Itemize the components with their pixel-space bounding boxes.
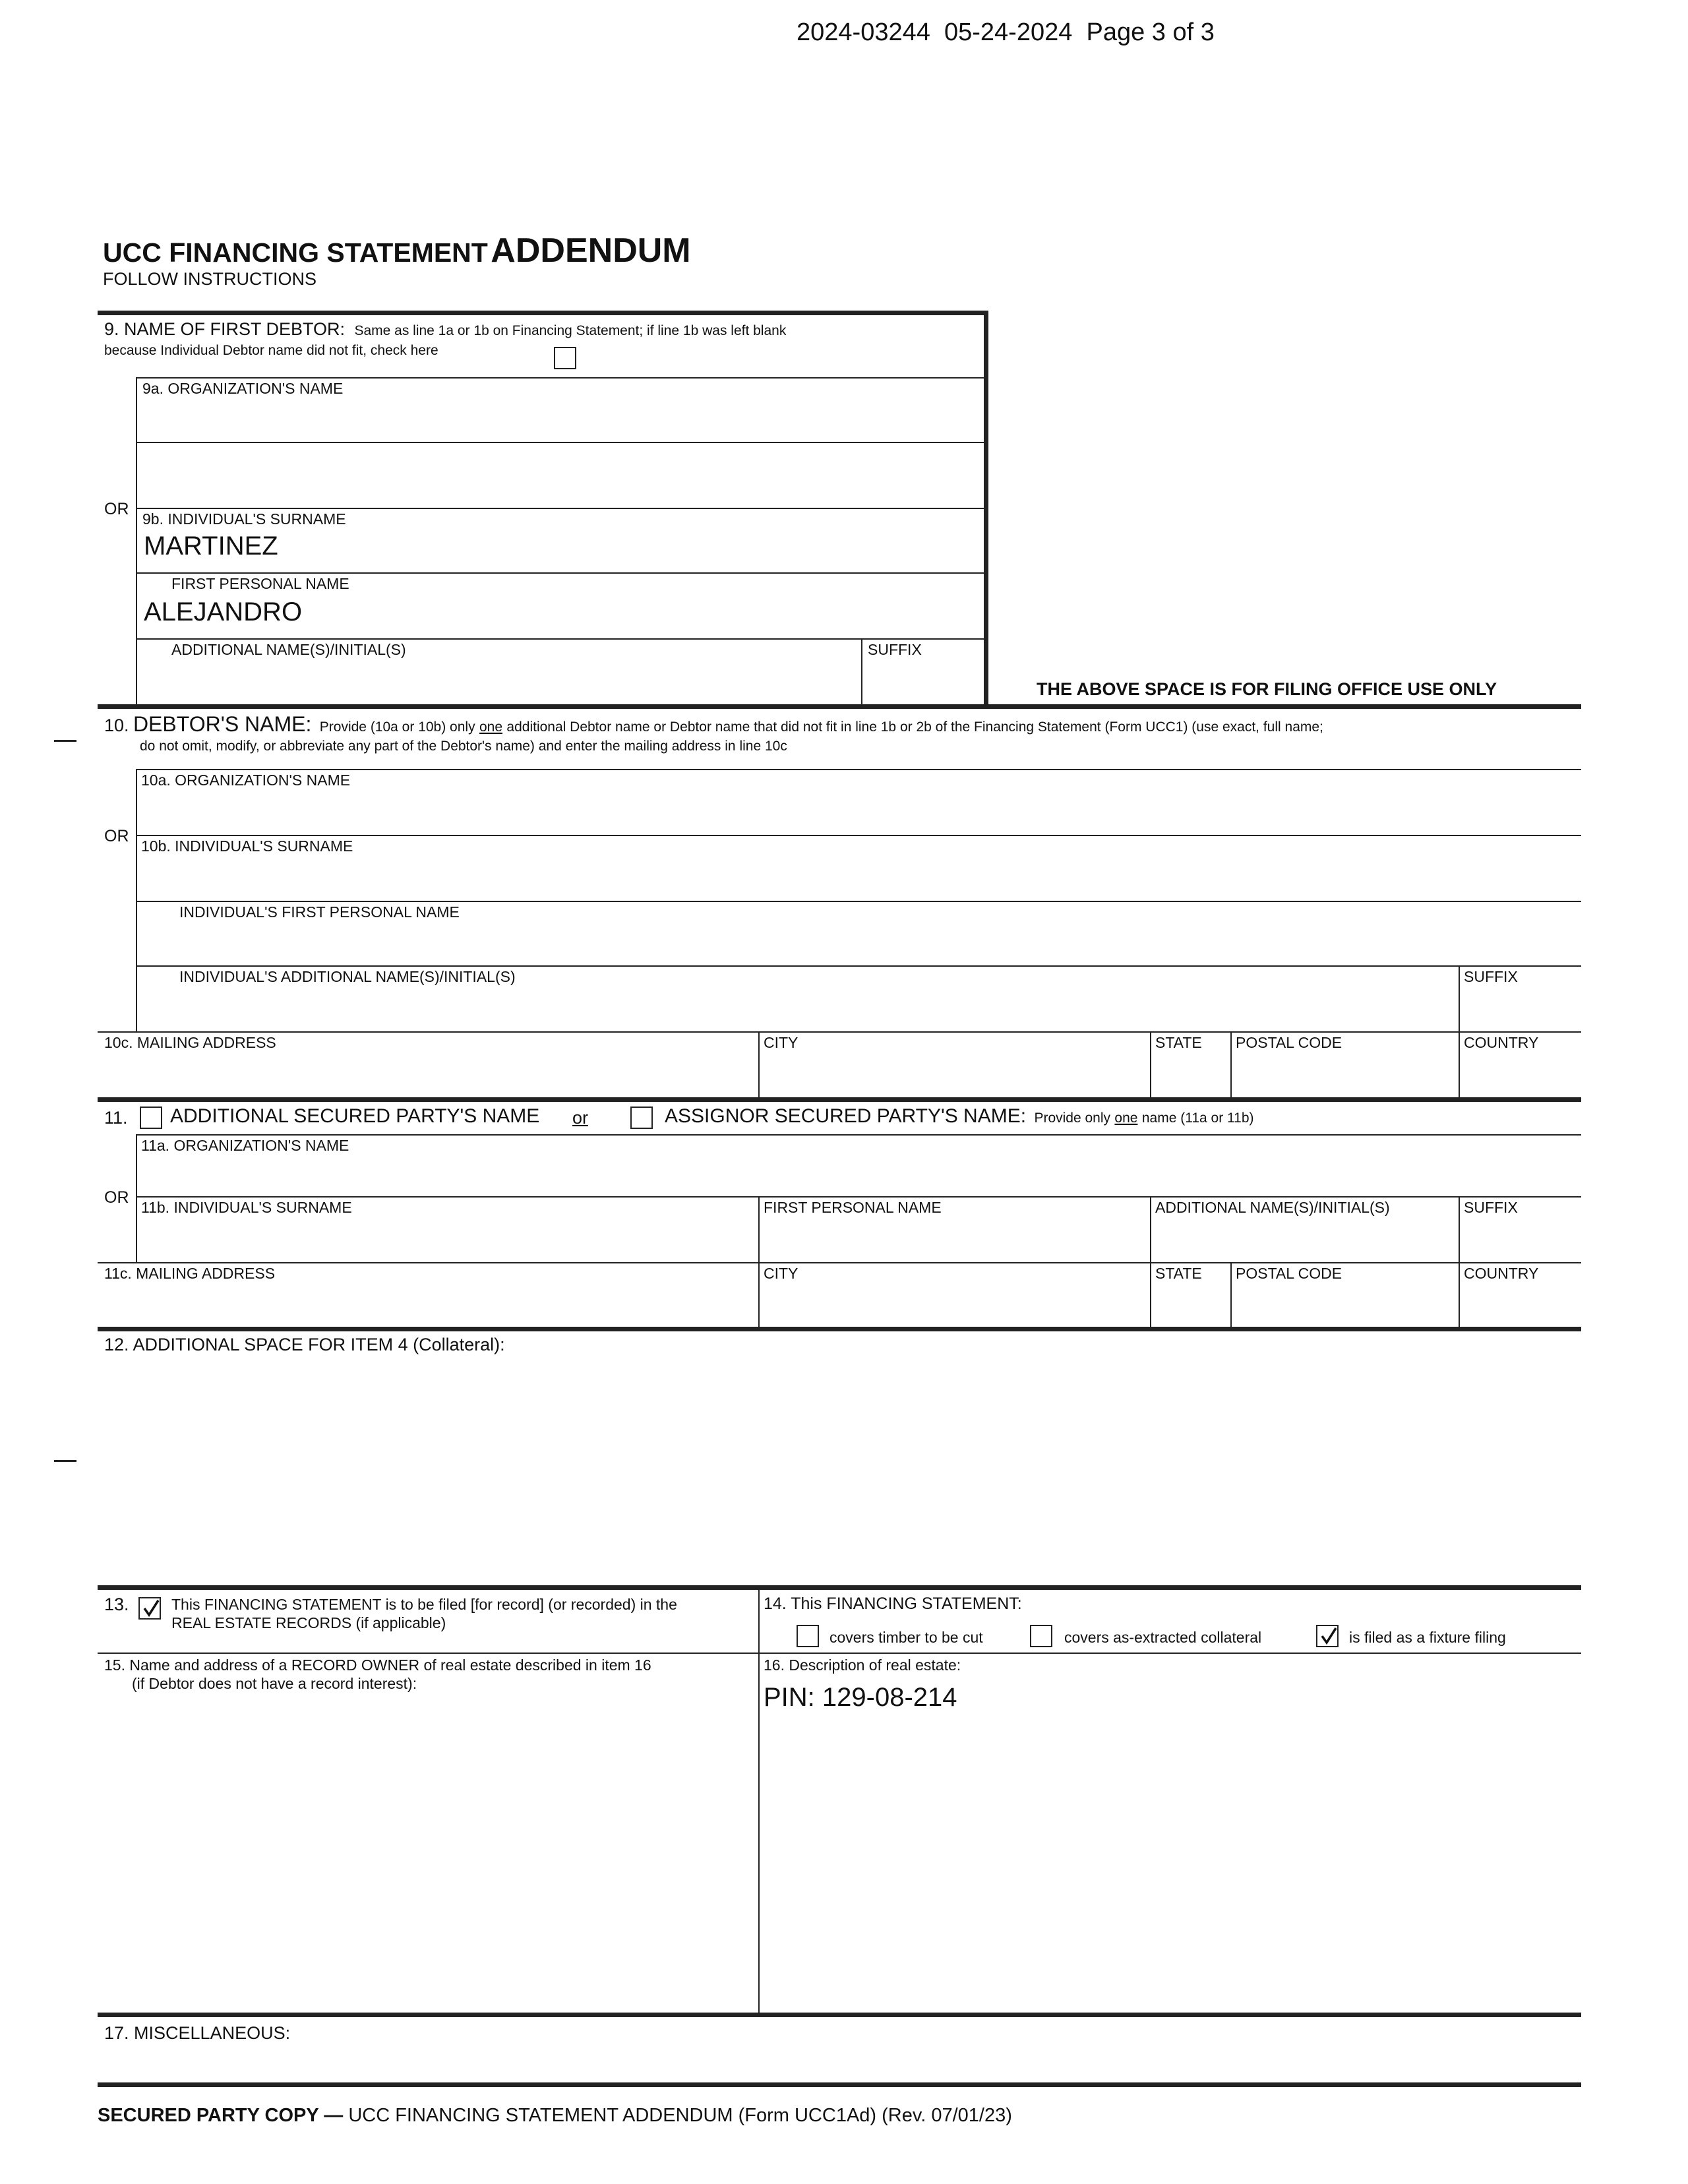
item9a-label: 9a. ORGANIZATION'S NAME bbox=[142, 380, 344, 397]
filing-office-note: THE ABOVE SPACE IS FOR FILING OFFICE USE ONLY bbox=[1037, 679, 1497, 699]
rule bbox=[98, 1031, 1581, 1033]
item16-label: 16. Description of real estate: bbox=[764, 1656, 961, 1674]
item11-country-label: COUNTRY bbox=[1464, 1265, 1539, 1282]
item13-text-1: This FINANCING STATEMENT is to be filed [for record] (or recorded) in the bbox=[171, 1596, 677, 1613]
item9-first-label: FIRST PERSONAL NAME bbox=[171, 575, 349, 592]
rule bbox=[136, 835, 1581, 836]
follow-instructions: FOLLOW INSTRUCTIONS bbox=[103, 269, 317, 289]
item15-label-1: 15. Name and address of a RECORD OWNER of real estate described in item 16 bbox=[104, 1656, 651, 1674]
item13-checkbox[interactable] bbox=[138, 1597, 161, 1620]
item10-suffix-label: SUFFIX bbox=[1464, 968, 1518, 985]
item11-state-label: STATE bbox=[1155, 1265, 1202, 1282]
item11-assignor-checkbox[interactable] bbox=[630, 1107, 653, 1129]
footer-rule bbox=[98, 2082, 1581, 2087]
rule bbox=[136, 377, 985, 379]
rule bbox=[861, 638, 862, 706]
item11-additional-checkbox[interactable] bbox=[140, 1107, 162, 1129]
item11-or: or bbox=[572, 1108, 589, 1128]
title-big: ADDENDUM bbox=[491, 231, 691, 270]
footer: SECURED PARTY COPY — UCC FINANCING STATEMENT ADDENDUM (Form UCC1Ad) (Rev. 07/01/23) bbox=[98, 2105, 1012, 2126]
item14-timber-checkbox[interactable] bbox=[797, 1625, 819, 1647]
rule bbox=[1230, 1262, 1232, 1328]
rule bbox=[136, 377, 137, 706]
item10-postal-label: POSTAL CODE bbox=[1236, 1034, 1342, 1051]
item14-timber-label: covers timber to be cut bbox=[829, 1629, 983, 1646]
rule bbox=[98, 1262, 1581, 1263]
checkmark-icon bbox=[1319, 1626, 1339, 1646]
rule bbox=[136, 572, 985, 574]
item10-top-rule bbox=[98, 704, 1581, 709]
or-label: OR bbox=[104, 500, 129, 518]
rule bbox=[758, 1585, 760, 2014]
rule bbox=[758, 1031, 760, 1099]
item17-top-rule bbox=[98, 2013, 1581, 2017]
item11-suffix-label: SUFFIX bbox=[1464, 1199, 1518, 1216]
rule bbox=[1150, 1031, 1151, 1099]
item14-extracted-checkbox[interactable] bbox=[1030, 1625, 1052, 1647]
item10-heading: 10. DEBTOR'S NAME: Provide (10a or 10b) only one additional Debtor name or Debtor name that did not fit in line 1b or 2b of the Financing Statement (Form UCC1) (use exact, full name; bbox=[104, 712, 1323, 736]
item11a-label: 11a. ORGANIZATION'S NAME bbox=[141, 1137, 349, 1154]
rule bbox=[136, 1196, 1581, 1198]
item15-label-2: (if Debtor does not have a record interest): bbox=[132, 1675, 417, 1692]
item11-top-rule bbox=[98, 1097, 1581, 1102]
rule bbox=[136, 1134, 1581, 1136]
item9-top-rule bbox=[98, 311, 986, 315]
item10a-label: 10a. ORGANIZATION'S NAME bbox=[141, 772, 351, 789]
rule bbox=[136, 508, 985, 509]
item14-extracted-label: covers as-extracted collateral bbox=[1064, 1629, 1262, 1646]
item11-postal-label: POSTAL CODE bbox=[1236, 1265, 1342, 1282]
item13-top-rule bbox=[98, 1585, 1581, 1590]
item11-additional-names-label: ADDITIONAL NAME(S)/INITIAL(S) bbox=[1155, 1199, 1390, 1216]
form-title bbox=[103, 231, 691, 270]
rule bbox=[136, 901, 1581, 902]
item10-country-label: COUNTRY bbox=[1464, 1034, 1539, 1051]
rule bbox=[1459, 1031, 1460, 1099]
file-stamp: 2024-03244 05-24-2024 Page 3 of 3 bbox=[797, 18, 1215, 46]
item9-checkbox[interactable] bbox=[554, 347, 576, 369]
item17-label: 17. MISCELLANEOUS: bbox=[104, 2023, 291, 2043]
item9-note: because Individual Debtor name did not fit, check here bbox=[104, 343, 438, 358]
item9-first-value: ALEJANDRO bbox=[144, 597, 303, 626]
checkmark-icon bbox=[141, 1598, 161, 1618]
rule bbox=[1459, 965, 1460, 1033]
margin-tick bbox=[54, 740, 76, 742]
item9b-label: 9b. INDIVIDUAL'S SURNAME bbox=[142, 510, 346, 528]
item11-first-label: FIRST PERSONAL NAME bbox=[764, 1199, 942, 1216]
rule bbox=[136, 965, 1581, 967]
item13-text-2: REAL ESTATE RECORDS (if applicable) bbox=[171, 1614, 446, 1631]
item11-assignor-label: ASSIGNOR SECURED PARTY'S NAME: Provide only one name (11a or 11b) bbox=[665, 1105, 1254, 1127]
item12-label: 12. ADDITIONAL SPACE FOR ITEM 4 (Collateral): bbox=[104, 1335, 505, 1354]
item10-state-label: STATE bbox=[1155, 1034, 1202, 1051]
item10b-label: 10b. INDIVIDUAL'S SURNAME bbox=[141, 837, 353, 855]
item9-additional-label: ADDITIONAL NAME(S)/INITIAL(S) bbox=[171, 641, 406, 658]
item14-fixture-checkbox[interactable] bbox=[1316, 1625, 1339, 1647]
rule bbox=[136, 1134, 137, 1262]
item14-label: 14. This FINANCING STATEMENT: bbox=[764, 1594, 1022, 1613]
or-label: OR bbox=[104, 1188, 129, 1207]
item9-suffix-label: SUFFIX bbox=[868, 641, 922, 658]
item14-fixture-label: is filed as a fixture filing bbox=[1349, 1629, 1506, 1646]
item11c-label: 11c. MAILING ADDRESS bbox=[104, 1265, 276, 1282]
item10-city-label: CITY bbox=[764, 1034, 799, 1051]
rule bbox=[1230, 1031, 1232, 1099]
item10c-label: 10c. MAILING ADDRESS bbox=[104, 1034, 276, 1051]
item11-additional-label: ADDITIONAL SECURED PARTY'S NAME bbox=[170, 1105, 540, 1127]
rule bbox=[98, 1653, 1581, 1654]
item11b-label: 11b. INDIVIDUAL'S SURNAME bbox=[141, 1199, 352, 1216]
margin-tick bbox=[54, 1460, 76, 1462]
or-label: OR bbox=[104, 827, 129, 845]
rule bbox=[136, 442, 985, 443]
item10-instructions: do not omit, modify, or abbreviate any part of the Debtor's name) and enter the mailing address in line 10c bbox=[140, 739, 787, 754]
item12-top-rule bbox=[98, 1327, 1581, 1331]
item11-num: 11. bbox=[104, 1108, 128, 1128]
item10-additional-label: INDIVIDUAL'S ADDITIONAL NAME(S)/INITIAL(S) bbox=[179, 968, 516, 985]
title-main: UCC FINANCING STATEMENT bbox=[103, 237, 488, 268]
item9-heading: 9. NAME OF FIRST DEBTOR: Same as line 1a or 1b on Financing Statement; if line 1b was left blank bbox=[104, 319, 787, 339]
item13-num: 13. bbox=[104, 1594, 129, 1614]
item10-first-label: INDIVIDUAL'S FIRST PERSONAL NAME bbox=[179, 903, 460, 921]
item11-city-label: CITY bbox=[764, 1265, 799, 1282]
rule bbox=[136, 769, 1581, 770]
item9b-value: MARTINEZ bbox=[144, 531, 278, 561]
item16-value: PIN: 129-08-214 bbox=[764, 1683, 957, 1712]
rule bbox=[136, 638, 985, 640]
